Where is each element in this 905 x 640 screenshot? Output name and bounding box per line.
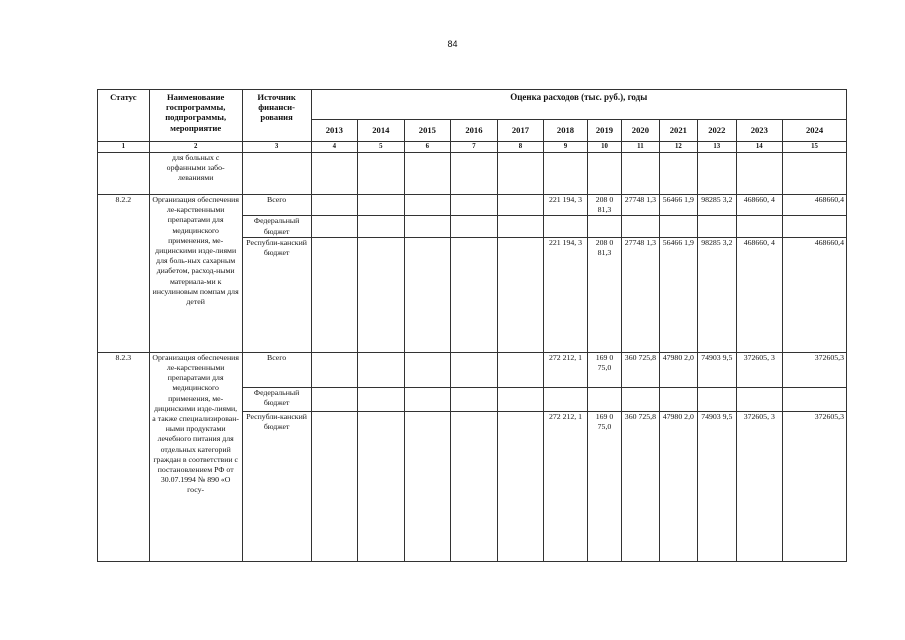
value-cell [311, 195, 358, 216]
value-cell [404, 411, 451, 561]
value-cell: 468660, 4 [736, 237, 783, 352]
column-number: 2 [149, 142, 242, 153]
value-cell [311, 237, 358, 352]
source-cell: Республи-канский бюджет [242, 411, 311, 561]
value-cell [358, 411, 405, 561]
value-cell: 208 0 81,3 [587, 237, 621, 352]
value-cell [587, 216, 621, 237]
value-cell: 360 725,8 [622, 352, 659, 387]
header-year: 2021 [659, 120, 697, 142]
column-number: 6 [404, 142, 451, 153]
value-cell [783, 387, 847, 411]
value-cell: 47980 2,0 [659, 411, 697, 561]
column-number: 4 [311, 142, 358, 153]
column-number: 5 [358, 142, 405, 153]
table-row [98, 153, 847, 195]
value-cell [451, 352, 498, 387]
column-number: 15 [783, 142, 847, 153]
value-cell [497, 216, 544, 237]
value-cell: 169 0 75,0 [587, 352, 621, 387]
value-cell: 221 194, 3 [544, 237, 588, 352]
column-number: 13 [698, 142, 736, 153]
header-year: 2022 [698, 120, 736, 142]
value-cell [783, 216, 847, 237]
value-cell [497, 237, 544, 352]
value-cell [404, 387, 451, 411]
table-row [98, 195, 847, 216]
header-year: 2014 [358, 120, 405, 142]
value-cell [587, 153, 621, 195]
column-number: 10 [587, 142, 621, 153]
value-cell: 360 725,8 [622, 411, 659, 561]
value-cell [783, 153, 847, 195]
value-cell [358, 352, 405, 387]
source-cell [242, 153, 311, 195]
value-cell [497, 195, 544, 216]
value-cell [404, 153, 451, 195]
value-cell [404, 352, 451, 387]
header-year: 2024 [783, 120, 847, 142]
value-cell [404, 237, 451, 352]
value-cell [311, 153, 358, 195]
value-cell: 208 0 81,3 [587, 195, 621, 216]
value-cell [404, 195, 451, 216]
value-cell [698, 387, 736, 411]
value-cell [587, 387, 621, 411]
header-year: 2020 [622, 120, 659, 142]
value-cell [544, 387, 588, 411]
column-number: 7 [451, 142, 498, 153]
table-row [98, 352, 847, 387]
value-cell: 272 212, 1 [544, 411, 588, 561]
value-cell [311, 216, 358, 237]
value-cell: 47980 2,0 [659, 352, 697, 387]
column-number: 12 [659, 142, 697, 153]
column-number: 14 [736, 142, 783, 153]
value-cell [451, 153, 498, 195]
header-source: Источник финанси-рования [242, 90, 311, 142]
header-status: Статус [98, 90, 150, 142]
value-cell: 468660,4 [783, 195, 847, 216]
status-cell [98, 153, 150, 195]
value-cell [358, 237, 405, 352]
value-cell [358, 195, 405, 216]
value-cell [404, 216, 451, 237]
header-year: 2018 [544, 120, 588, 142]
value-cell: 221 194, 3 [544, 195, 588, 216]
header-year: 2019 [587, 120, 621, 142]
header-expense: Оценка расходов (тыс. руб.), годы [311, 90, 846, 120]
value-cell [358, 216, 405, 237]
value-cell [358, 387, 405, 411]
value-cell: 372605,3 [783, 352, 847, 387]
value-cell [311, 387, 358, 411]
value-cell [451, 411, 498, 561]
header-year: 2016 [451, 120, 498, 142]
value-cell [736, 216, 783, 237]
value-cell [311, 411, 358, 561]
name-cell: Организация обеспечения ле-карственными препаратами для медицинского применения, ме-дицинскими изде-лиями, а также специализирован-ными продуктами лечебного питания для отдельных категорий граждан в соответствии с постановлением РФ от 30.07.1994 № 890 «О госу- [149, 352, 242, 561]
name-cell: для больных с орфанными забо-леваниями [149, 153, 242, 195]
column-number: 11 [622, 142, 659, 153]
value-cell: 98285 3,2 [698, 195, 736, 216]
source-cell: Федеральный бюджет [242, 387, 311, 411]
value-cell: 372605,3 [783, 411, 847, 561]
value-cell: 27748 1,3 [622, 195, 659, 216]
value-cell: 468660,4 [783, 237, 847, 352]
value-cell [698, 153, 736, 195]
source-cell: Всего [242, 195, 311, 216]
value-cell [544, 216, 588, 237]
source-cell: Республи-канский бюджет [242, 237, 311, 352]
value-cell: 74903 9,5 [698, 352, 736, 387]
column-number: 8 [497, 142, 544, 153]
name-cell: Организация обеспечения ле-карственными препаратами для медицинского применения, ме-дицинскими изде-лиями для боль-ных сахарным диабетом, расход-ными материала-ми к инсулиновым помпам для детей [149, 195, 242, 353]
header-year: 2023 [736, 120, 783, 142]
value-cell: 372605, 3 [736, 352, 783, 387]
value-cell [451, 387, 498, 411]
value-cell: 27748 1,3 [622, 237, 659, 352]
column-number: 9 [544, 142, 588, 153]
status-cell: 8.2.3 [98, 352, 150, 561]
value-cell [544, 153, 588, 195]
value-cell [659, 216, 697, 237]
value-cell [451, 195, 498, 216]
source-cell: Федеральный бюджет [242, 216, 311, 237]
value-cell: 272 212, 1 [544, 352, 588, 387]
value-cell: 74903 9,5 [698, 411, 736, 561]
value-cell: 56466 1,9 [659, 237, 697, 352]
header-year: 2013 [311, 120, 358, 142]
value-cell [497, 387, 544, 411]
value-cell [497, 411, 544, 561]
value-cell [659, 387, 697, 411]
value-cell [497, 352, 544, 387]
source-cell: Всего [242, 352, 311, 387]
value-cell: 372605, 3 [736, 411, 783, 561]
column-number: 3 [242, 142, 311, 153]
page-number: 84 [447, 39, 458, 49]
value-cell [622, 387, 659, 411]
value-cell: 468660, 4 [736, 195, 783, 216]
header-name: Наименование госпрограммы, подпрограммы, мероприятие [149, 90, 242, 142]
value-cell [659, 153, 697, 195]
expense-table [97, 89, 847, 562]
value-cell [451, 237, 498, 352]
value-cell [451, 216, 498, 237]
value-cell [497, 153, 544, 195]
header-year: 2015 [404, 120, 451, 142]
value-cell [311, 352, 358, 387]
value-cell: 98285 3,2 [698, 237, 736, 352]
header-year: 2017 [497, 120, 544, 142]
value-cell [736, 387, 783, 411]
column-number: 1 [98, 142, 150, 153]
value-cell [358, 153, 405, 195]
value-cell [698, 216, 736, 237]
value-cell [622, 153, 659, 195]
status-cell: 8.2.2 [98, 195, 150, 353]
value-cell: 169 0 75,0 [587, 411, 621, 561]
value-cell [622, 216, 659, 237]
value-cell: 56466 1,9 [659, 195, 697, 216]
value-cell [736, 153, 783, 195]
